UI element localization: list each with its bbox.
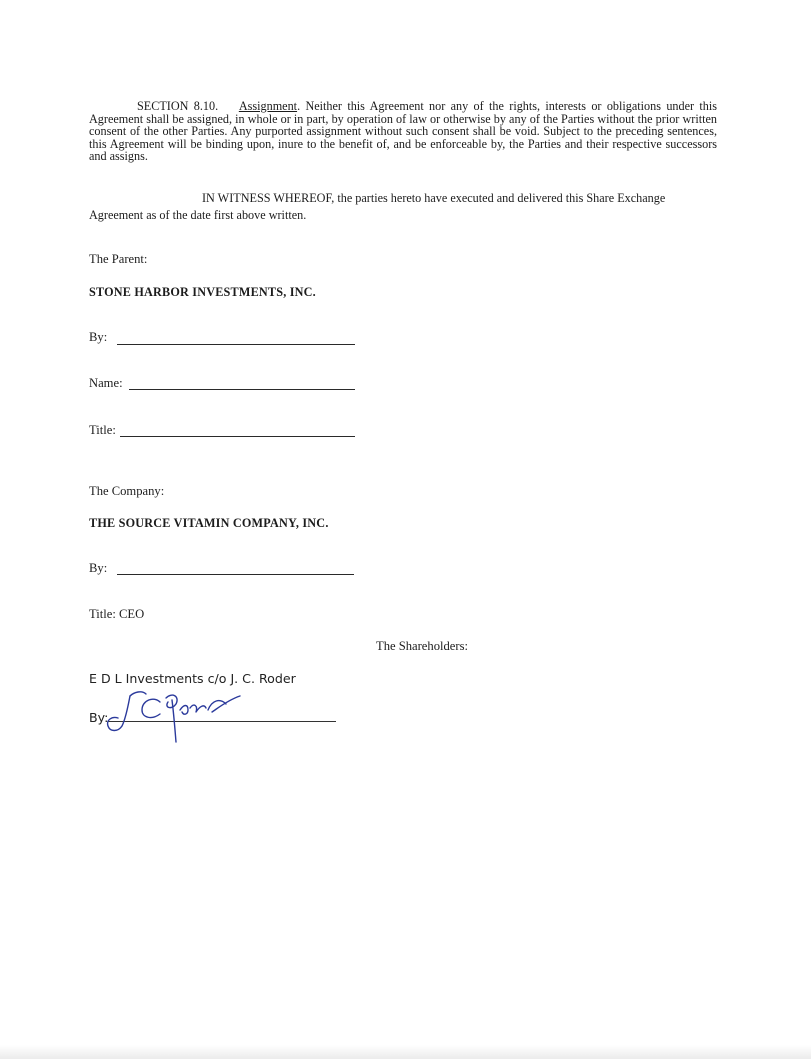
company-by-signature-line [117,574,354,575]
parent-by-signature-line [117,344,355,345]
parent-name-label: Name: [89,376,123,390]
company-label: The Company: [89,484,165,498]
company-name: THE SOURCE VITAMIN COMPANY, INC. [89,516,329,530]
parent-title-line [120,436,355,437]
scan-edge [0,1045,811,1059]
shareholders-label: The Shareholders: [376,639,468,653]
parent-title-label: Title: [89,423,116,437]
section-number: SECTION 8.10. [137,99,219,113]
section-heading: Assignment [238,99,298,113]
company-by-label: By: [89,561,108,575]
shareholder-entity: E D L Investments c/o J. C. Roder [89,671,296,686]
witness-line-1: IN WITNESS WHEREOF, the parties hereto have executed and delivered this Share Exchange [202,191,666,205]
section-body: . Neither this Agreement nor any of the rights, interests or obligations under this Agreement shall be assigned, in whole or in part, by operation of law or otherwise by any of the Parties without the prior written consent of the other Parties. Any purported assignment without such consent shall be void. Subject to the preceding sentences, this Agreement will be binding upon, inure to the benefit of, and be enforceable by, the Parties and their respective successors and assigns. [89,99,718,164]
parent-label: The Parent: [89,252,148,266]
company-title: Title: CEO [89,607,145,621]
parent-name: STONE HARBOR INVESTMENTS, INC. [89,285,316,299]
parent-by-label: By: [89,330,108,344]
shareholder-by-label: By: [89,710,109,725]
witness-line-2: Agreement as of the date first above written. [89,208,307,222]
handwritten-signature [100,686,260,746]
section-paragraph [89,100,717,163]
parent-name-line [129,389,355,390]
